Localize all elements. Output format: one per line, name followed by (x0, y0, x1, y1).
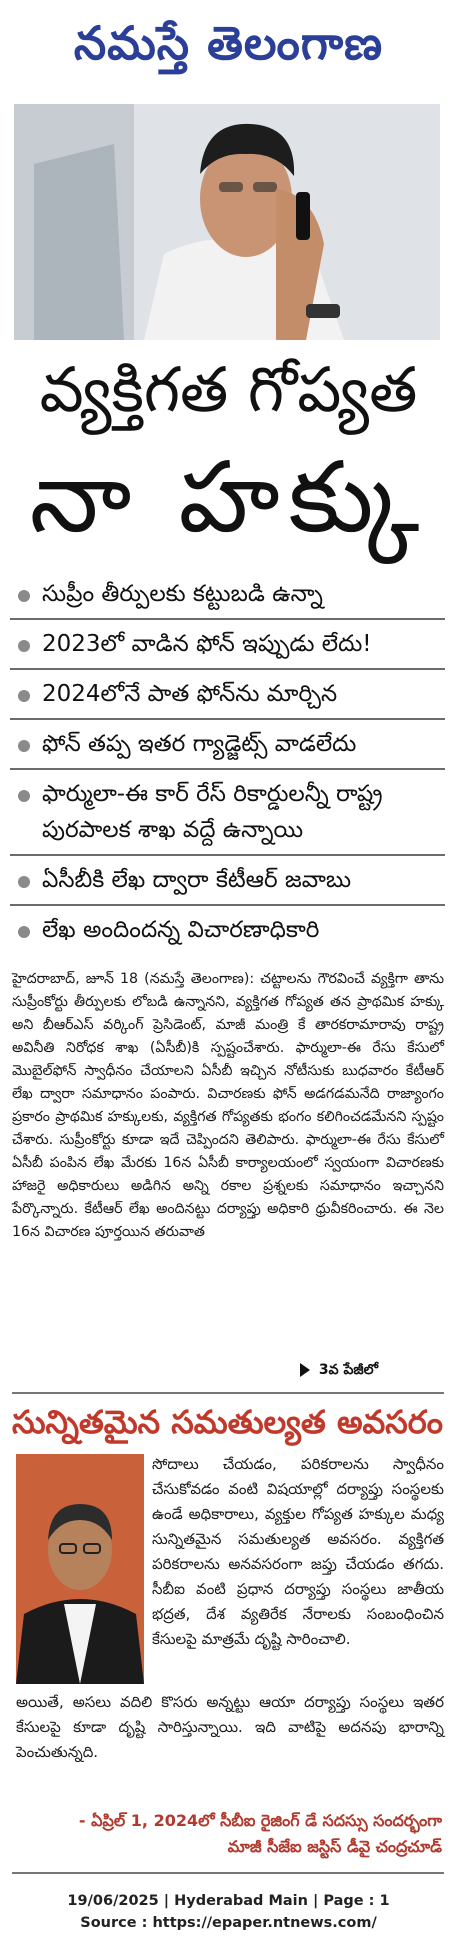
sidebar-heading: సున్నితమైన సమతుల్యత అవసరం (12, 1403, 443, 1441)
quote-attribution (12, 1808, 442, 1860)
attribution-line-1: - ఏప్రిల్ 1, 2024లో సీబీఐ రైజింగ్ డే సదస్సు సందర్భంగా (78, 1811, 442, 1830)
key-point: 2024లోనే పాత ఫోన్‌ను మార్చిన (10, 670, 445, 720)
key-point: 2023లో వాడిన ఫోన్ ఇప్పుడు లేదు! (10, 620, 445, 670)
triangle-arrow-icon (300, 1363, 310, 1377)
man-on-phone-illustration (14, 104, 440, 340)
justice-portrait-photo (16, 1454, 144, 1684)
quote-text-part-1: సోదాలు చేయడం, పరికరాలను స్వాధీనం చేసుకోవడం వంటి విషయాల్లో దర్యాప్తు సంస్థలకు ఉండే అధికారాలు, వ్యక్తుల గోప్యత హక్కుల మధ్య సున్నితమైన సమతుల్యత అవసరం. వ్యక్తిగత పరికరాలను అనవసరంగా జప్తు చేయడం తగదు. సీబీఐ వంటి ప్రధాన దర్యాప్తు సంస్థలు జాతీయ భద్రత, దేశ వ్యతిరేక నేరాలకు సంబంధించిన కేసులపై మాత్రమే దృష్టి సారించాలి. (152, 1455, 444, 1648)
quote-text-part-2: అయితే, అసలు వదిలి కొసరు అన్నట్టు ఆయా దర్యాప్తు సంస్థలు ఇతర కేసులపై కూడా దృష్టి సారిస్తున్నాయి. ఇది వాటిపై అదనపు భారాన్ని పెంచుతున్నది. (16, 1693, 444, 1761)
continued-on-page (300, 1362, 378, 1381)
key-point: ఫార్ములా-ఈ కార్ రేస్ రికార్డులన్నీ రాష్ట్ర పురపాలక శాఖ వద్దే ఉన్నాయి (10, 770, 445, 856)
attribution-line-2: మాజీ సీజేఐ జస్టిస్ డీవై చంద్రచూడ్ (227, 1837, 442, 1856)
man-on-phone-photo (14, 104, 440, 340)
portrait-illustration (16, 1454, 144, 1684)
key-point: సుప్రీం తీర్పులకు కట్టుబడి ఉన్నా (10, 570, 445, 620)
headline-line-1: వ్యక్తిగత గోప్యత (39, 353, 418, 426)
footer-date-edition: 19/06/2025 | Hyderabad Main | Page : 1 (67, 1893, 390, 1909)
headline-line-2: నా హక్కు (29, 441, 428, 555)
footer-divider (12, 1872, 444, 1874)
newspaper-masthead (0, 0, 457, 98)
key-point: లేఖ అందిందన్న విచారణాధికారి (10, 906, 445, 954)
masthead-title: నమస్తే తెలంగాణ (73, 16, 384, 70)
page-footer (0, 1890, 457, 1934)
article-body: హైదరాబాద్, జూన్ 18 (నమస్తే తెలంగాణ): చట్టాలను గౌరవించే వ్యక్తిగా తాను సుప్రీంకోర్టు తీర్పులకు లోబడి ఉన్నానని, వ్యక్తిగత గోప్యత తన ప్రాథమిక హక్కు అని బీఆర్ఎస్ వర్కింగ్ ప్రెసిడెంట్, మాజీ మంత్రి కే తారకరామారావు రాష్ట్ర అవినీతి నిరోధక శాఖ (ఏసీబీ)కి స్పష్టంచేశారు. ఫార్ములా-ఈ రేసు కేసులో మొబైల్‌ఫోన్ స్వాధీనం చేయాలని ఏసీబీ ఇచ్చిన నోటీసుకు బుధవారం కేటీఆర్ లేఖ ద్వారా సమాధానం పంపారు. విచారణకు ఫోన్ అడగడమనేది రాజ్యాంగం ప్రకారం ప్రాథమిక హక్కులకు, వ్యక్తిగత గోప్యతకు భంగం కలిగించడమేనని స్పష్టం చేశారు. సుప్రీంకోర్టు కూడా ఇదే చెప్పిందని తెలిపారు. ఫార్ములా-ఈ రేసు కేసులో ఏసీబీ పంపిన లేఖ మేరకు 16న ఏసీబీ కార్యాలయంలో స్వయంగా విచారణకు హాజరై అధికారులు అడిగిన అన్ని రకాల ప్రశ్నలకు సమాధానం ఇచ్చానని పేర్కొన్నారు. కేటీఆర్ లేఖ అందినట్టు దర్యాప్తు అధికారి ధ్రువీకరించారు. ఈ నెల 16న విచారణ పూర్తయిన తరువాత (12, 971, 444, 1240)
key-point: ఫోన్ తప్ప ఇతర గ్యాడ్జెట్స్ వాడలేదు (10, 720, 445, 770)
continued-label: 3వ పేజీలో (318, 1362, 379, 1378)
section-divider (12, 1392, 444, 1394)
key-point: ఏసీబీకి లేఖ ద్వారా కేటీఆర్ జవాబు (10, 856, 445, 906)
footer-source: Source : https://epaper.ntnews.com/ (80, 1915, 377, 1931)
key-points-list (10, 570, 445, 954)
